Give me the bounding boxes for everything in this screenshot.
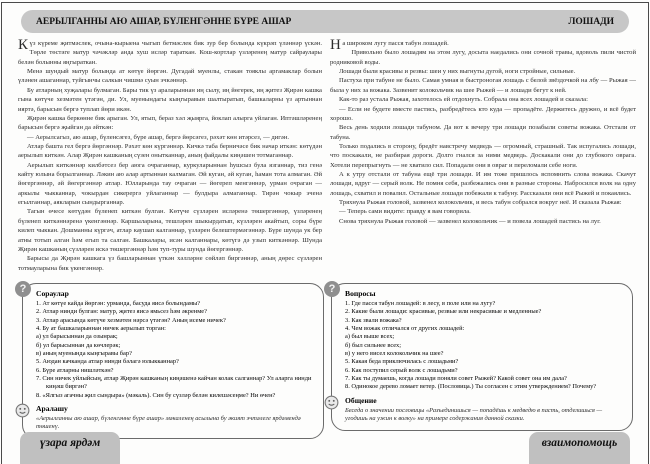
russian-questions-box: [328, 283, 633, 431]
communication-heading-tatar: Аралашу: [36, 403, 68, 413]
story-paragraph: Атлар башта гел бергә йөргәннәр. Рәхәт көн күргәннәр. Кичкә таба берничәсе бик начар иткән: көтүдән аерылып киткән. Алар Җирән кашканың сүзен онытканнар, аның файдалы киңәшен тотмаганнар.: [18, 142, 322, 160]
page-header: [21, 10, 629, 33]
story-paragraph: А к утру отстали от табуна ещё три лошади. И им тоже пришлось вспомнить слова вожака. Скачут лошади, вдруг — серый волк. Не помня себя, разбежались они в разные стороны. Набросился волк на одну лошадь, схватил и повалил. Остальные лошади побежали к табуну. Рассказали они всё Рыжей и покаялись.: [330, 171, 636, 197]
question-item: 8. Одинокое дерево ломает ветер. (Пословица.) Ты согласен с этим утверждением? Почему?: [345, 383, 597, 391]
question-item: 2. Атлар нинди булган: матур, җитез яисә ямьсез һәм әкренме?: [36, 308, 207, 316]
story-paragraph: Тряхнула Рыжая головой, зазвенел колокольчик, и весь табун собрался вокруг неё. И сказала Рыжая:: [339, 199, 622, 207]
questions-heading-russian: Вопросы: [345, 289, 376, 298]
question-item: 4. Бу ат башкаларыннан ничек аерылып торган:: [36, 324, 166, 332]
question-item: 1. Где пасся табун лошадей: в лесу, в поле или на лугу?: [345, 300, 496, 307]
questions-heading-tatar: Сораулар: [36, 289, 69, 298]
story-paragraph: Менә шундый матур болында ат көтүе йөргән. Дугадай муенлы, стакан тояклы аргамаклар болын үләнен ашаганнар, туйгынчы салкын чишмә суын эчкәннәр.: [18, 68, 322, 85]
communication-section-russian: [345, 396, 623, 424]
story-paragraph: — Если не будете вместе пастись, разбредётесь кто куда — пропадёте. Держитесь дружно, и всё будет хорошо.: [330, 105, 636, 122]
story-paragraph: Бу атларның хуҗалары булмаган. Бары тик үз араларыннан иң сылу, иң йөгерек, иң җитез Җирән кашка гына көтүче хезмәтен үтәгән, ди. Ул, муенындагы кыңгыравын шалтыратып, башкаларны үз артыннан ияртә, барысын бергә туплап йөри икән.: [18, 86, 322, 113]
title-tatar: АЕРЫЛГАННЫ АЮ АШАР, БҮЛЕНГӘННЕ БҮРЕ АШАР: [36, 16, 292, 27]
story-paragraph: Снова тряхнула Рыжая головой — зазвенел колокольчик — и повела лошадей пастись на луг.: [339, 217, 601, 225]
question-item: 7. Син ничек уйлыйсың, атлар Җирән кашканың киңәшенә кайчан колак салганнар? Ул аларга нинди киңәш биргән?: [36, 374, 312, 391]
theme-tab-tatar: үзара ярдәм: [20, 432, 120, 464]
story-paragraph: — Теперь сами видите: правду я вам говорила.: [339, 208, 471, 216]
title-russian: ЛОШАДИ: [568, 16, 614, 27]
smiley-icon: [324, 395, 339, 410]
question-item: 6. Бүре атларны нишләткән?: [36, 366, 114, 374]
question-item: 7. Как ты думаешь, когда лошади поняли совет Рыжей? Какой совет она им дала?: [345, 374, 567, 382]
question-item: 6. Как поступил серый волк с лошадьми?: [345, 366, 458, 374]
question-icon: ?: [324, 281, 340, 297]
story-paragraph: Только подались в сторону, бредёт навстречу медведь — огромный, страшный. Так испугались лошади, что поскакали, не разбирая дороги. Долго гнался за ними медведь. Доскакали они до глубокого оврага. Хотели перепрыгнуть — не хватило сил. Попадали они в овраг и переломали себе ноги.: [330, 142, 636, 169]
question-item: а) ул барысыннан да озынрак;: [36, 333, 118, 341]
story-paragraph: Как-то раз устала Рыжая, захотелось ей отдохнуть. Собрала она всех лошадей и сказала:: [339, 96, 588, 104]
smiley-icon: [15, 403, 30, 418]
question-item: 4. Чем вожак отличался от других лошадей:: [345, 324, 465, 332]
question-item: б) ул барысыннан да көчлерәк;: [36, 341, 121, 349]
story-paragraph: Тагын өчесе көтүдән бүленеп киткән булган. Көтүче сүзләрен исләренә төшергәннәр, үзләренең бүленеп киткәннәренә үкенгәннәр. Каршыларына, тешләрен шыкырдатып, күзләрен акайтып, соры бүре килеп чыккан. Дошманны күргәч, атлар каушап калганнар, үзләрен белештермәгәннәр. Бүре шунда ук бер атны тотып алган һәм егып та салган. Башкалары, исән калганнары, көтүгә дә узып киткәннәр. Шунда Җирән кашканың сүзләрен искә төшергәннәр һәм туп-туры шунда йөгергәннәр.: [18, 208, 322, 253]
communication-section-tatar: [36, 404, 314, 432]
question-item: б) был сильнее всех;: [345, 341, 401, 349]
story-paragraph: — Аерылсагыз, аю ашар, бүленсәгез, бүре ашар, бергә йөрсәгез, рәхәт көн итәрсез, — дигән.: [27, 133, 290, 141]
communication-heading-russian: Общение: [345, 395, 377, 405]
question-item: в) аның муенында кыңгыравы бар?: [36, 349, 132, 357]
story-paragraph: Аерылып киткәннәр килбәтсез бер аюга очраганнар, куркуларыннан һушсыз була язганнар, тиз генә кайту юлына борылганнар. Ләкин аю алар артыннан калмаган. Әй куган, әй куган, һаман тота алмаган. Әй йөгергәннәр, әй йөгергәннәр атлар. Юлларында тау очраган — йөгереп менгәннәр, урман очраган — аркылы чыкканнар, чокырдан сикерергә уйлаганнар — булдыра алмаганнар. Тирән чокыр эченә егылганнар, аякларын сындырганнар.: [18, 161, 322, 207]
question-item: 5. Какая беда приключилась с лошадьми?: [345, 358, 459, 366]
question-item: 2. Какие были лошади: красивые, резвые или некрасивые и медленные?: [345, 308, 542, 316]
story-paragraph: На широком лугу пасся табун лошадей.: [330, 37, 449, 53]
story-paragraph: Күз күреме җитмәслек, очына-кырыена чыгып бетмәслек бик зур бер болында күкрәп үләннәр үскән. Төрле төстәге матур чәчәкләр анда хуш исләр тараткан. Кош-кортлар үзләренең матур сайраулары белән болынны яңгыраткан.: [18, 37, 322, 66]
drop-cap: Н: [330, 37, 341, 53]
story-paragraph: Җирән кашка беркөнне бик арыган. Ул, ятып, бераз хәл җыярга, йоклап алырга уйлаган. Иптәшләренең барысын бергә җыйган да әйткән:: [18, 114, 322, 132]
story-paragraph: Пастуха при табуне не было. Самая умная и быстроногая лошадь с белой звёздочкой на лбу — Рыжая — была у них за вожака. Зазвенит колокольчик на шее Рыжей — и лошади бегут к ней.: [330, 77, 636, 94]
question-item: в) у него висел колокольчик на шее?: [345, 349, 444, 357]
question-list-russian: [345, 300, 623, 392]
question-icon: ?: [15, 281, 31, 297]
question-item: 3. Как звали вожака?: [345, 316, 402, 324]
question-item: 1. Ат көтүе кайда йөргән: урманда, басуда яисә болындамы?: [36, 300, 201, 307]
question-list-tatar: [36, 300, 314, 400]
communication-text-tatar: «Аерылганны аю ашар, бүленгәнне бүре ашар» мәкаленең асылына бу әкият эчтәлеге ярдәмендә төшенү.: [36, 414, 301, 431]
tatar-story-text: [18, 39, 322, 273]
drop-cap: К: [18, 37, 29, 53]
question-item: а) был выше всех;: [345, 333, 395, 341]
question-item: 5. Аюдан качканда атлар нинди бәлагә юлыкканнар?: [36, 358, 179, 366]
question-item: 8. «Ялгыз агачны җил сындыра» (мәкаль). Син бу сүзләр белән килешәсеңме? Ни өчен?: [36, 391, 276, 399]
story-paragraph: Лошади были красивы и резвы: шеи у них выгнуты дугой, ноги стройные, сильные.: [339, 68, 576, 76]
story-paragraph: Барысы да Җирән кашкага үз башларыннан үткән хәлләрне сөйләп биргәннәр, аның дөрес сүзләрен тотмауларына бик үкенгәннәр.: [18, 255, 322, 272]
russian-story-text: [330, 39, 636, 226]
tatar-questions-box: [19, 283, 324, 439]
question-item: 3. Атлар арасында көтүче хезмәтен нәрсә үтәгән? Аның исеме ничек?: [36, 316, 226, 324]
communication-text-russian: Беседа о значении пословицы «Разъединишься — попадёшь к медведю в пасть, отделишься — угодишь на ужин к волку» на примере содержания данной сказки.: [345, 406, 603, 423]
theme-tab-russian: взаимопомощь: [529, 432, 630, 464]
story-paragraph: Весь день ходили лошади табуном. Да вот к вечеру три лошади позабыли советы вожака. Отстали от табуна.: [330, 124, 636, 141]
story-paragraph: Привольно было лошадям на этом лугу, досыта наедались они сочной травы, вдоволь пили чистой родниковой воды.: [330, 49, 636, 66]
